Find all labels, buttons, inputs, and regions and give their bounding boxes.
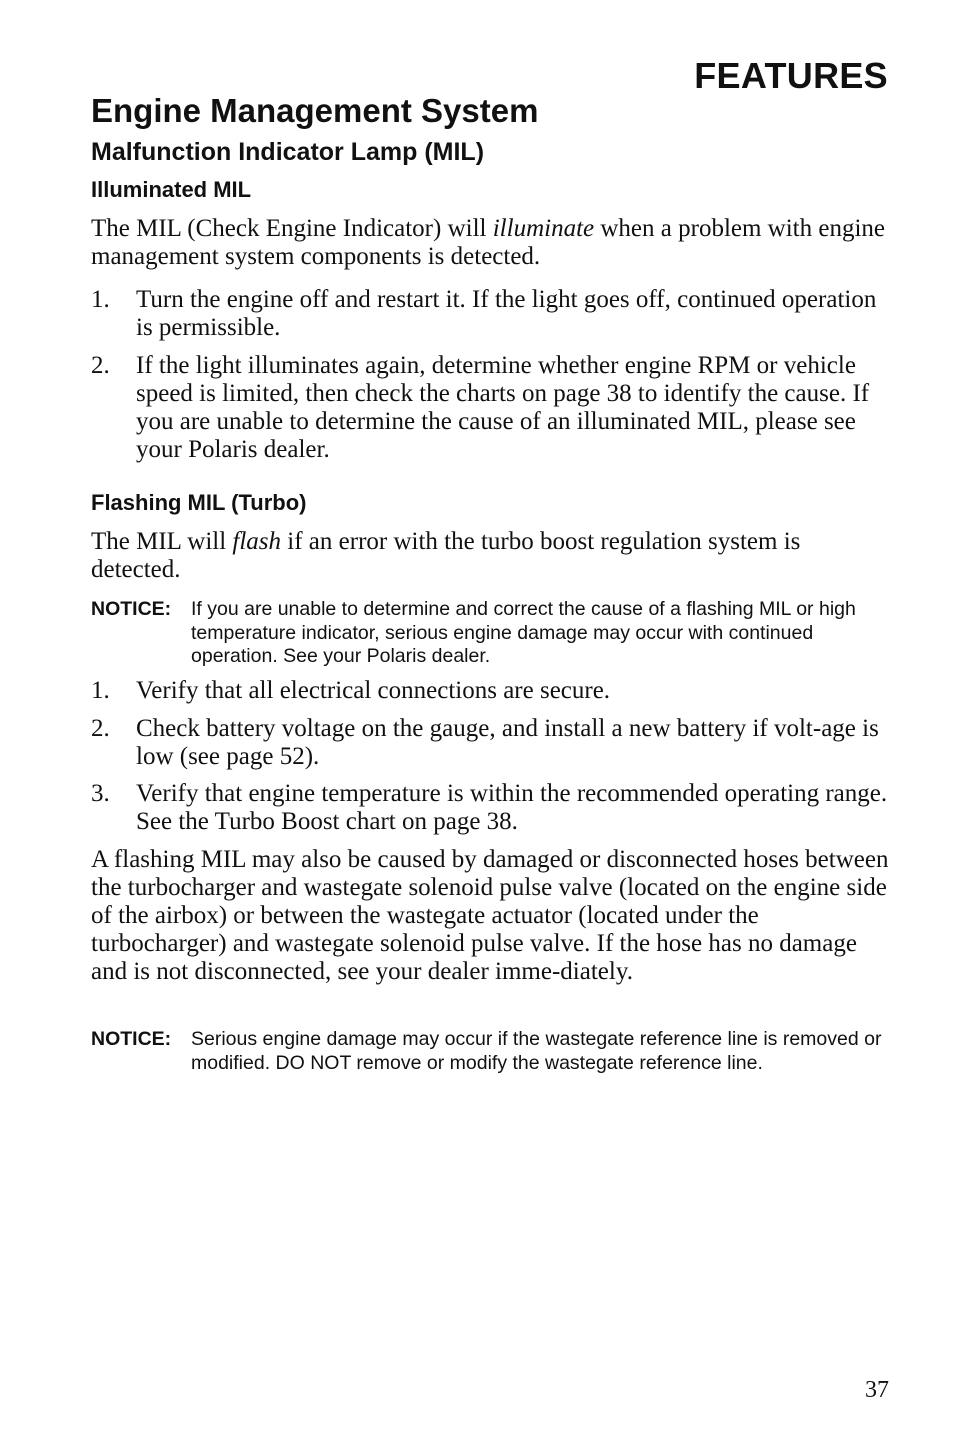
step-number: 2. xyxy=(91,352,110,379)
illuminated-intro-emphasis: illuminate xyxy=(492,215,595,242)
step-text: Check battery voltage on the gauge, and install a new battery if volt-age is low (see page 52). xyxy=(136,715,879,770)
step-text: Verify that engine temperature is within the recommended operating range. See the Turbo Boost chart on page 38. xyxy=(136,780,888,835)
notice-text: If you are unable to determine and correct the cause of a flashing MIL or high temperature indicator, serious engine damage may occur with continued operation. See your Polaris dealer. xyxy=(191,598,856,667)
notice-box xyxy=(91,598,891,669)
flashing-intro xyxy=(91,528,891,584)
illuminated-intro-before: The MIL (Check Engine Indicator) will xyxy=(91,215,493,242)
flashing-intro-before: The MIL will xyxy=(91,528,233,555)
step-number: 1. xyxy=(91,286,110,313)
flashing-step xyxy=(91,780,891,836)
step-text: If the light illuminates again, determine whether engine RPM or vehicle speed is limited, then check the charts on page 38 to identify the cause. If you are unable to determine the cause of an illuminated MIL, please see your Polaris dealer. xyxy=(136,352,870,463)
step-number: 3. xyxy=(91,780,110,807)
notice-box xyxy=(91,1028,891,1075)
illuminated-intro xyxy=(91,215,891,271)
subsection-title: Malfunction Indicator Lamp (MIL) xyxy=(91,138,485,166)
step-text: Turn the engine off and restart it. If the light goes off, continued operation is permissible. xyxy=(136,286,877,341)
step-number: 1. xyxy=(91,677,110,704)
flashing-intro-emphasis: flash xyxy=(232,528,282,555)
illuminated-step xyxy=(91,352,891,464)
illuminated-intro-after: when a problem with engine management system components is detected. xyxy=(91,215,886,270)
flashing-mil-heading: Flashing MIL (Turbo) xyxy=(91,490,307,515)
notice-text: Serious engine damage may occur if the wastegate reference line is removed or modified. DO NOT remove or modify the wastegate reference line. xyxy=(191,1028,882,1074)
illuminated-step xyxy=(91,286,891,342)
illuminated-mil-heading: Illuminated MIL xyxy=(91,177,252,202)
step-number: 2. xyxy=(91,715,110,742)
section-title: Engine Management System xyxy=(91,92,539,129)
step-text: Verify that all electrical connections are secure. xyxy=(136,677,611,704)
notice-label: NOTICE: xyxy=(91,1028,172,1050)
flashing-step xyxy=(91,715,891,771)
page-number: 37 xyxy=(865,1377,889,1403)
flashing-intro-after: if an error with the turbo boost regulation system is detected. xyxy=(91,528,801,583)
flashing-step xyxy=(91,677,891,705)
notice-label: NOTICE: xyxy=(91,598,172,620)
chapter-title: FEATURES xyxy=(694,55,888,96)
closing-paragraph: A flashing MIL may also be caused by damaged or disconnected hoses between the turbocharger and wastegate solenoid pulse valve (located on the engine side of the airbox) or between the wastegate actuator (located under the turbocharger) and wastegate solenoid pulse valve. If the hose has no damage and is not disconnected, see your dealer imme-diately. xyxy=(91,846,889,985)
